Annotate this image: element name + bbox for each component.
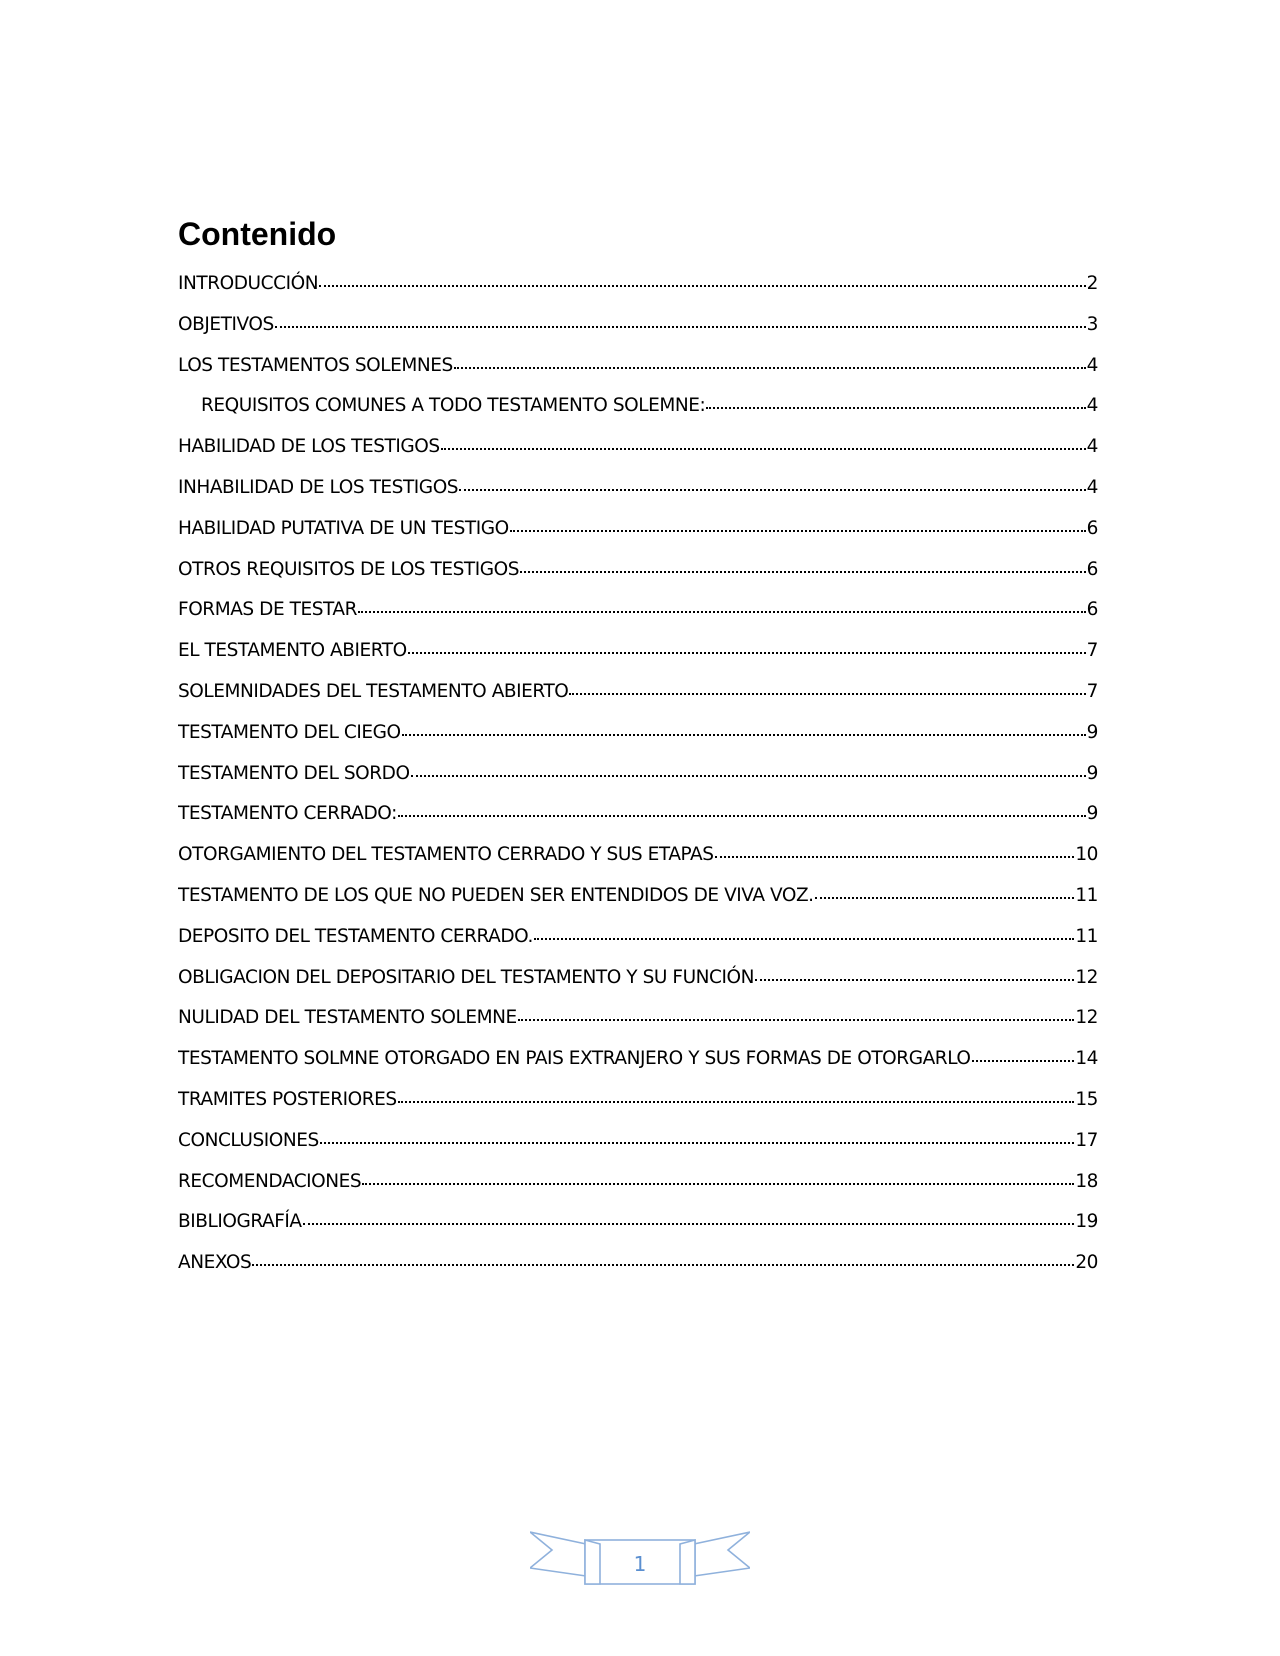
toc-dot-leader: [454, 349, 1086, 371]
toc-entry[interactable]: [178, 1124, 1098, 1165]
toc-entry-page: 20: [1075, 1252, 1098, 1274]
toc-entry-title: INTRODUCCIÓN: [178, 273, 319, 294]
toc-dot-leader: [398, 1083, 1075, 1105]
toc-dot-leader: [320, 1124, 1075, 1146]
toc-entry-title: HABILIDAD DE LOS TESTIGOS: [178, 436, 440, 458]
toc-entry[interactable]: [178, 920, 1098, 961]
toc-entry-title: REQUISITOS COMUNES A TODO TESTAMENTO SOLEMNE:: [201, 395, 706, 417]
toc-entry-title: OTROS REQUISITOS DE LOS TESTIGOS: [178, 558, 520, 580]
toc-entry-page: 4: [1086, 395, 1098, 417]
toc-entry-title: TESTAMENTO DE LOS QUE NO PUEDEN SER ENTENDIDOS DE VIVA VOZ.: [178, 884, 814, 906]
toc-entry-page: 6: [1086, 599, 1098, 621]
toc-entry[interactable]: [178, 593, 1098, 634]
toc-entry[interactable]: [178, 430, 1098, 471]
toc-entry-page: 6: [1086, 558, 1098, 580]
toc-entry[interactable]: [178, 1083, 1098, 1124]
toc-dot-leader: [706, 389, 1085, 411]
toc-dot-leader: [569, 675, 1085, 697]
toc-entry[interactable]: [178, 308, 1098, 349]
toc-dot-leader: [715, 838, 1075, 860]
toc-dot-leader: [303, 1205, 1075, 1227]
toc-entry[interactable]: [178, 389, 1098, 430]
toc-title: Contenido: [178, 216, 337, 252]
toc-entry-title: TESTAMENTO SOLMNE OTORGADO EN PAIS EXTRANJERO Y SUS FORMAS DE OTORGARLO: [178, 1048, 971, 1070]
toc-dot-leader: [520, 553, 1086, 575]
toc-entry[interactable]: [178, 349, 1098, 390]
toc-entry[interactable]: [178, 961, 1098, 1002]
toc-entry-page: 3: [1086, 313, 1098, 335]
toc-entry-title: OTORGAMIENTO DEL TESTAMENTO CERRADO Y SUS ETAPAS: [178, 844, 714, 866]
toc-entry[interactable]: [178, 1042, 1098, 1083]
toc-entry-page: 2: [1086, 273, 1098, 294]
toc-entry-page: 9: [1086, 762, 1098, 784]
toc-entry-page: 12: [1075, 1007, 1098, 1029]
toc-entry-title: EL TESTAMENTO ABIERTO: [178, 640, 407, 662]
toc-dot-leader: [534, 920, 1074, 942]
toc-dot-leader: [411, 757, 1086, 779]
toc-entry[interactable]: [178, 512, 1098, 553]
toc-entry[interactable]: [178, 675, 1098, 716]
toc-entry-page: 11: [1075, 925, 1098, 947]
toc-entry[interactable]: [178, 471, 1098, 512]
toc-entry-title: NULIDAD DEL TESTAMENTO SOLEMNE: [178, 1007, 517, 1029]
toc-entry-page: 12: [1075, 966, 1098, 988]
toc-entry-page: 4: [1086, 436, 1098, 458]
toc-entry-page: 9: [1086, 721, 1098, 743]
toc-entry-title: FORMAS DE TESTAR: [178, 599, 358, 621]
toc-entry-page: 11: [1075, 884, 1098, 906]
toc-entry[interactable]: [178, 1165, 1098, 1206]
toc-entry-title: OBJETIVOS: [178, 313, 274, 335]
toc-entry-page: 18: [1075, 1170, 1098, 1192]
toc-entry-title: DEPOSITO DEL TESTAMENTO CERRADO.: [178, 925, 533, 947]
toc-entry-title: TESTAMENTO DEL SORDO: [178, 762, 410, 784]
toc-entry-page: 4: [1086, 354, 1098, 376]
toc-entry[interactable]: [178, 757, 1098, 798]
toc-entry[interactable]: [178, 716, 1098, 757]
toc-entry[interactable]: [178, 838, 1098, 879]
toc-entry[interactable]: [178, 879, 1098, 920]
toc-dot-leader: [441, 430, 1086, 452]
toc-entry[interactable]: [178, 1001, 1098, 1042]
toc-entry[interactable]: [178, 797, 1098, 838]
toc-dot-leader: [510, 512, 1086, 534]
toc-entry-title: INHABILIDAD DE LOS TESTIGOS: [178, 476, 459, 498]
toc-entry-page: 7: [1086, 680, 1098, 702]
toc-entry[interactable]: [178, 267, 1098, 308]
toc-dot-leader: [402, 716, 1086, 738]
toc-entry[interactable]: [178, 1246, 1098, 1287]
toc-dot-leader: [815, 879, 1075, 901]
toc-entry-page: 7: [1086, 640, 1098, 662]
toc-dot-leader: [358, 593, 1086, 615]
toc-dot-leader: [319, 267, 1086, 289]
table-of-contents: [178, 267, 1098, 1287]
toc-dot-leader: [252, 1246, 1074, 1268]
toc-entry-page: 17: [1075, 1129, 1098, 1151]
toc-entry-title: TESTAMENTO CERRADO:: [178, 803, 397, 825]
toc-entry-page: 9: [1086, 803, 1098, 825]
toc-entry-page: 4: [1086, 476, 1098, 498]
toc-dot-leader: [755, 961, 1074, 983]
toc-entry-page: 10: [1075, 844, 1098, 866]
toc-entry-title: RECOMENDACIONES: [178, 1170, 362, 1192]
toc-dot-leader: [408, 634, 1086, 656]
toc-dot-leader: [275, 308, 1086, 330]
toc-entry-page: 14: [1075, 1048, 1098, 1070]
toc-entry[interactable]: [178, 553, 1098, 594]
toc-entry-title: TRAMITES POSTERIORES: [178, 1088, 397, 1110]
toc-entry[interactable]: [178, 634, 1098, 675]
toc-dot-leader: [518, 1001, 1075, 1023]
toc-entry-title: LOS TESTAMENTOS SOLEMNES: [178, 354, 453, 376]
toc-entry-title: SOLEMNIDADES DEL TESTAMENTO ABIERTO: [178, 680, 569, 702]
toc-entry-title: CONCLUSIONES: [178, 1129, 319, 1151]
toc-dot-leader: [972, 1042, 1075, 1064]
toc-entry-page: 15: [1075, 1088, 1098, 1110]
toc-entry[interactable]: [178, 1205, 1098, 1246]
page-number: 1: [633, 1552, 647, 1576]
toc-entry-title: HABILIDAD PUTATIVA DE UN TESTIGO: [178, 517, 509, 539]
toc-dot-leader: [459, 471, 1086, 493]
toc-dot-leader: [362, 1165, 1074, 1187]
toc-entry-page: 6: [1086, 517, 1098, 539]
toc-entry-title: TESTAMENTO DEL CIEGO: [178, 721, 401, 743]
toc-entry-title: ANEXOS: [178, 1252, 252, 1274]
toc-entry-page: 19: [1075, 1211, 1098, 1233]
toc-dot-leader: [398, 797, 1086, 819]
toc-entry-title: BIBLIOGRAFÍA: [178, 1211, 302, 1233]
toc-entry-title: OBLIGACION DEL DEPOSITARIO DEL TESTAMENTO Y SU FUNCIÓN: [178, 966, 755, 988]
